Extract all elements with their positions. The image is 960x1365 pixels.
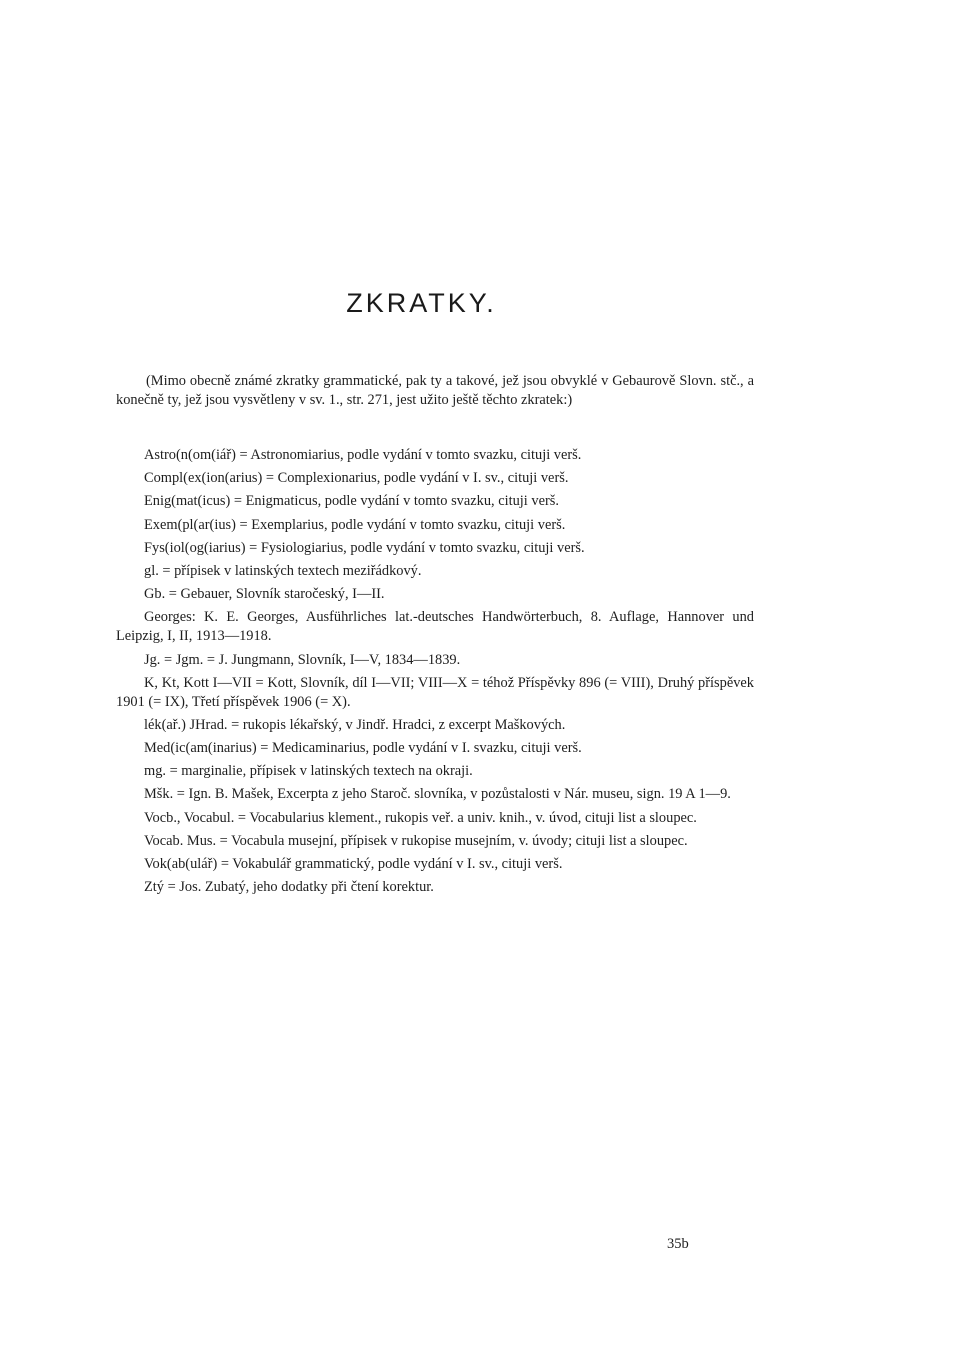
abbreviation-entry: Med(ic(am(inarius) = Medicaminarius, podle vydání v I. svazku, cituji verš. <box>144 740 582 757</box>
abbreviation-entry: gl. = přípisek v latinských textech meziřádkový. <box>144 562 422 579</box>
abbreviation-list <box>116 446 754 901</box>
abbreviation-entry: Exem(pl(ar(ius) = Exemplarius, podle vydání v tomto svazku, cituji verš. <box>144 516 566 533</box>
abbreviation-entry: Vocb., Vocabul. = Vocabularius klement., rukopis veř. a univ. knih., v. úvod, cituji list a sloupec. <box>144 809 697 826</box>
abbreviation-entry: Jg. = Jgm. = J. Jungmann, Slovník, I—V, 1834—1839. <box>144 651 461 668</box>
abbreviation-entry: K, Kt, Kott I—VII = Kott, Slovník, díl I—VII; VIII—X = téhož Příspěvky 896 (= VIII), Druhý příspěvek 1901 (= IX), Třetí příspěvek 1906 (= X). <box>116 674 754 710</box>
abbreviation-entry: Vocab. Mus. = Vocabula musejní, přípisek v rukopise musejním, v. úvody; cituji list a sloupec. <box>144 832 688 849</box>
intro-paragraph: (Mimo obecně známé zkratky grammatické, pak ty a takové, jež jsou obvyklé v Gebaurově Slovn. stč., a konečně ty, jež jsou vysvětleny v sv. 1., str. 271, jest užito ještě těchto zkratek:) <box>116 373 754 408</box>
abbreviation-entry: Astro(n(om(iář) = Astronomiarius, podle vydání v tomto svazku, cituji verš. <box>144 447 582 463</box>
abbreviation-entry: Ztý = Jos. Zubatý, jeho dodatky při čtení korektur. <box>144 879 434 896</box>
abbreviation-entry: mg. = marginalie, přípisek v latinských textech na okraji. <box>144 763 473 780</box>
abbreviation-entry: Mšk. = Ign. B. Mašek, Excerpta z jeho Staroč. slovníka, v pozůstalosti v Nár. museu, sign. 19 A 1—9. <box>144 786 731 803</box>
abbreviation-entry: Fys(iol(og(iarius) = Fysiologiarius, podle vydání v tomto svazku, cituji verš. <box>144 539 585 556</box>
abbreviation-entry: Georges: K. E. Georges, Ausführliches lat.-deutsches Handwörterbuch, 8. Auflage, Hannover und Leipzig, I, II, 1913—1918. <box>116 609 754 645</box>
page-number: 35b <box>667 1236 689 1252</box>
page-title: ZKRATKY. <box>346 288 497 318</box>
abbreviation-entry: Gb. = Gebauer, Slovník staročeský, I—II. <box>144 586 385 603</box>
abbreviation-entry: Compl(ex(ion(arius) = Complexionarius, podle vydání v I. sv., cituji verš. <box>144 470 569 487</box>
abbreviation-entry: lék(ař.) JHrad. = rukopis lékařský, v Jindř. Hradci, z excerpt Maškových. <box>144 716 566 733</box>
abbreviation-entry: Enig(mat(icus) = Enigmaticus, podle vydání v tomto svazku, cituji verš. <box>144 493 559 510</box>
abbreviation-entry: Vok(ab(ulář) = Vokabulář grammatický, podle vydání v I. sv., cituji verš. <box>144 856 563 872</box>
